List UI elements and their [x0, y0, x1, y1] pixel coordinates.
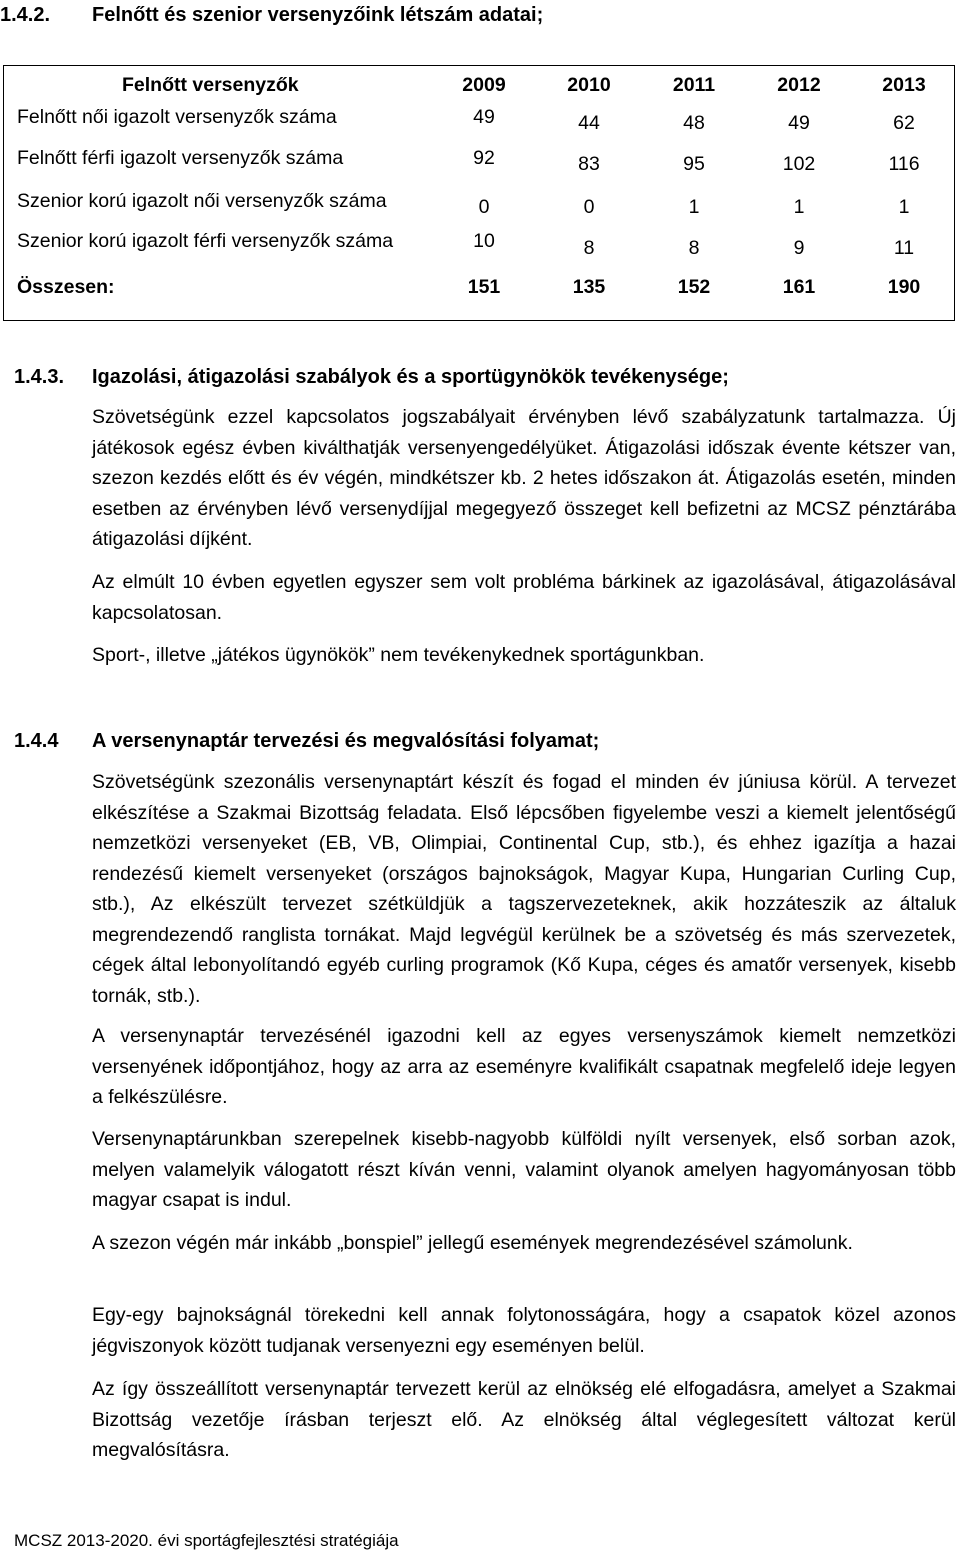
table-row	[4, 106, 954, 136]
table-cell: 135	[572, 276, 606, 298]
table-cell: 49	[788, 112, 810, 134]
table-header-label: Felnőtt versenyzők	[122, 74, 299, 96]
paragraph: Szövetségünk szezonális versenynaptárt készít és fogad el minden év júniusa körül. A tervezet elkészítése a Szakmai Bizottság feladata. Első lépcsőben figyelembe veszi a kiemelt jelentőségű nemzetközi versenyeket (EB, VB, Olimpiai, Continental Cup, stb.), és ehhez igazítja a hazai rendezésű kiemelt versenyeket (országos bajnokságok, Magyar Kupa, Hungarian Curling Cup, stb.), Az elkészült tervezet szétküldjük a tagszervezeteknek, akik hozzáteszik az általuk megrendezendő ranglista tornákat. Majd legvégül kerülnek be a szövetség és más szervezetek, cégek által lebonyolítandó egyéb curling programok (Kő Kupa, céges és amatőr versenyek, kisebb tornák, stb.).	[92, 771, 956, 1007]
year-header: 2009	[462, 74, 506, 96]
athlete-count-table	[3, 65, 955, 321]
year-header: 2011	[672, 74, 716, 96]
section-heading-1-4-3	[14, 366, 729, 389]
row-label: Felnőtt férfi igazolt versenyzők száma	[17, 147, 344, 169]
table-cell: 1	[688, 196, 700, 218]
paragraph: A szezon végén már inkább „bonspiel” jellegű események megrendezésével számolunk.	[92, 1232, 853, 1254]
table-cell: 44	[578, 112, 600, 134]
table-row	[4, 147, 954, 177]
paragraph: A versenynaptár tervezésénél igazodni kell az egyes versenyszámok kiemelt nemzetközi versenyének időpontjához, hogy az arra az eseményre kvalifikált csapatnak megfelelő ideje legyen a felkészülésre.	[92, 1025, 956, 1108]
year-header: 2013	[882, 74, 926, 96]
table-cell: 8	[583, 237, 595, 259]
section-title: Felnőtt és szenior versenyzőink létszám adatai;	[92, 4, 544, 26]
row-label: Szenior korú igazolt férfi versenyzők száma	[17, 230, 394, 252]
table-row	[4, 190, 954, 220]
table-cell: 48	[683, 112, 705, 134]
table-cell: 9	[793, 237, 805, 259]
paragraph: Sport-, illetve „játékos ügynökök” nem tevékenykednek sportágunkban.	[92, 644, 705, 666]
table-cell: 0	[583, 196, 595, 218]
section-number: 1.4.2.	[0, 4, 51, 26]
table-cell: 161	[782, 276, 816, 298]
table-cell: 151	[467, 276, 501, 298]
paragraph: Az így összeállított versenynaptár tervezett kerül az elnökség elé elfogadásra, amelyet a Szakmai Bizottság vezetője írásban terjeszt elő. Az elnökség által véglegesített változat kerül megvalósításra.	[92, 1378, 956, 1461]
section-title: Igazolási, átigazolási szabályok és a sportügynökök tevékenysége;	[92, 366, 729, 388]
total-label: Összesen:	[17, 276, 115, 298]
paragraph: Versenynaptárunkban szerepelnek kisebb-nagyobb külföldi nyílt versenyek, első sorban azok, melyen valamelyik válogatott részt kíván venni, valamint olyanok amelyen hagyományosan több magyar csapat is indul.	[92, 1128, 956, 1211]
table-cell: 190	[887, 276, 921, 298]
table-cell: 102	[782, 153, 816, 175]
year-header: 2012	[777, 74, 821, 96]
table-cell: 116	[888, 153, 920, 175]
table-cell: 0	[478, 196, 490, 218]
row-label: Szenior korú igazolt női versenyzők száma	[17, 190, 387, 212]
section-heading-1-4-2	[0, 4, 543, 27]
paragraph: Egy-egy bajnokságnál törekedni kell annak folytonosságára, hogy a csapatok közel azonos jégviszonyok között tudjanak versenyezni egy eseményen belül.	[92, 1304, 956, 1357]
table-cell: 83	[578, 153, 600, 175]
table-cell: 10	[473, 230, 495, 252]
paragraph: Az elmúlt 10 évben egyetlen egyszer sem volt probléma bárkinek az igazolásával, átigazolásával kapcsolatosan.	[92, 571, 956, 624]
table-header-row	[4, 74, 954, 104]
table-row	[4, 230, 954, 260]
section-heading-1-4-4	[14, 730, 599, 753]
table-cell: 49	[473, 106, 495, 128]
year-header: 2010	[567, 74, 611, 96]
table-cell: 11	[893, 237, 915, 259]
table-cell: 1	[898, 196, 910, 218]
table-cell: 95	[683, 153, 705, 175]
table-total-row	[4, 276, 954, 306]
paragraph: Szövetségünk ezzel kapcsolatos jogszabályait érvényben lévő szabályzatunk tartalmazza. Új játékosok egész évben kiválthatják versenyengedélyüket. Átigazolási időszak évente kétszer van, szezon kezdés előtt és év végén, mindkétszer kb. 2 hetes időszakon át. Átigazolás esetén, minden esetben az érvényben lévő versenydíjjal megegyező összeget kell befizetni az MCSZ pénztárába átigazolási díjként.	[92, 406, 956, 550]
table-cell: 1	[793, 196, 805, 218]
table-cell: 152	[677, 276, 711, 298]
table-cell: 92	[473, 147, 495, 169]
section-number: 1.4.4	[14, 730, 59, 752]
page-footer: MCSZ 2013-2020. évi sportágfejlesztési stratégiája	[14, 1531, 399, 1550]
section-number: 1.4.3.	[14, 366, 65, 388]
table-cell: 8	[688, 237, 700, 259]
table-cell: 62	[893, 112, 915, 134]
section-title: A versenynaptár tervezési és megvalósítási folyamat;	[92, 730, 600, 752]
row-label: Felnőtt női igazolt versenyzők száma	[17, 106, 337, 128]
